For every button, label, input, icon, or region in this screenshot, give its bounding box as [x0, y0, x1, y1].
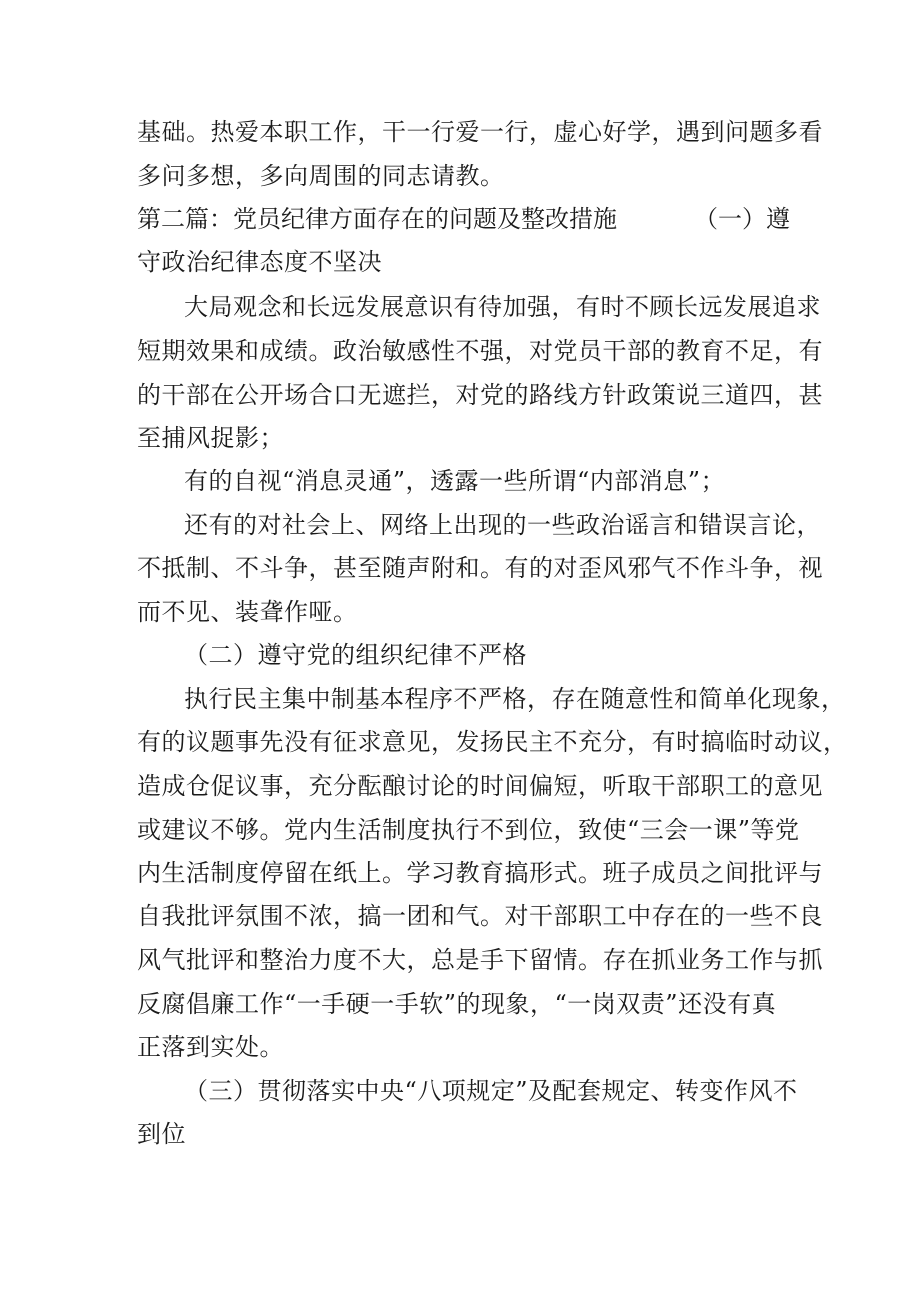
subsection-heading-start: （一）遵 [694, 205, 790, 233]
paragraph-line: 基础。热爱本职工作，干一行爱一行，虚心好学，遇到问题多看 [137, 118, 823, 146]
subsection-heading-continuation: 到位 [137, 1120, 186, 1148]
paragraph-line: 不抵制、不斗争，甚至随声附和。有的对歪风邪气不作斗争，视 [137, 554, 823, 582]
paragraph-line: 而不见、装聋作哑。 [137, 598, 358, 626]
paragraph-line: 还有的对社会上、网络上出现的一些政治谣言和错误言论， [184, 511, 821, 539]
paragraph-line: 自我批评氛围不浓，搞一团和气。对干部职工中存在的一些不良 [137, 902, 823, 930]
paragraph-line: 多问多想，多向周围的同志请教。 [137, 162, 505, 190]
paragraph-line: 内生活制度停留在纸上。学习教育搞形式。班子成员之间批评与 [137, 859, 823, 887]
subsection-heading: （二）遵守党的组织纪律不严格 [184, 641, 527, 669]
paragraph-line: 的干部在公开场合口无遮拦，对党的路线方针政策说三道四，甚 [137, 381, 823, 409]
paragraph-line: 至捕风捉影； [137, 424, 284, 452]
paragraph-line: 大局观念和长远发展意识有待加强，有时不顾长远发展追求 [184, 293, 821, 321]
paragraph-line: 短期效果和成绩。政治敏感性不强，对党员干部的教育不足，有 [137, 337, 823, 365]
paragraph-line: 造成仓促议事，充分酝酿讨论的时间偏短，听取干部职工的意见 [137, 772, 823, 800]
subsection-heading-continuation: 守政治纪律态度不坚决 [137, 248, 382, 276]
paragraph-line: 有的自视“消息灵通”，透露一些所谓“内部消息”； [184, 467, 726, 495]
paragraph-line: 有的议题事先没有征求意见，发扬民主不充分，有时搞临时动议， [137, 728, 848, 756]
section-heading: 第二篇：党员纪律方面存在的问题及整改措施 [137, 205, 617, 233]
paragraph-line: 反腐倡廉工作“一手硬一手软”的现象，“一岗双责”还没有真 [137, 990, 777, 1018]
paragraph-line: 执行民主集中制基本程序不严格，存在随意性和简单化现象， [184, 685, 846, 713]
paragraph-line: 风气批评和整治力度不大，总是手下留情。存在抓业务工作与抓 [137, 946, 823, 974]
paragraph-line: 正落到实处。 [137, 1033, 284, 1061]
paragraph-line: 或建议不够。党内生活制度执行不到位，致使“三会一课”等党 [137, 816, 800, 844]
subsection-heading: （三）贯彻落实中央“八项规定”及配套规定、转变作风不 [184, 1077, 798, 1105]
